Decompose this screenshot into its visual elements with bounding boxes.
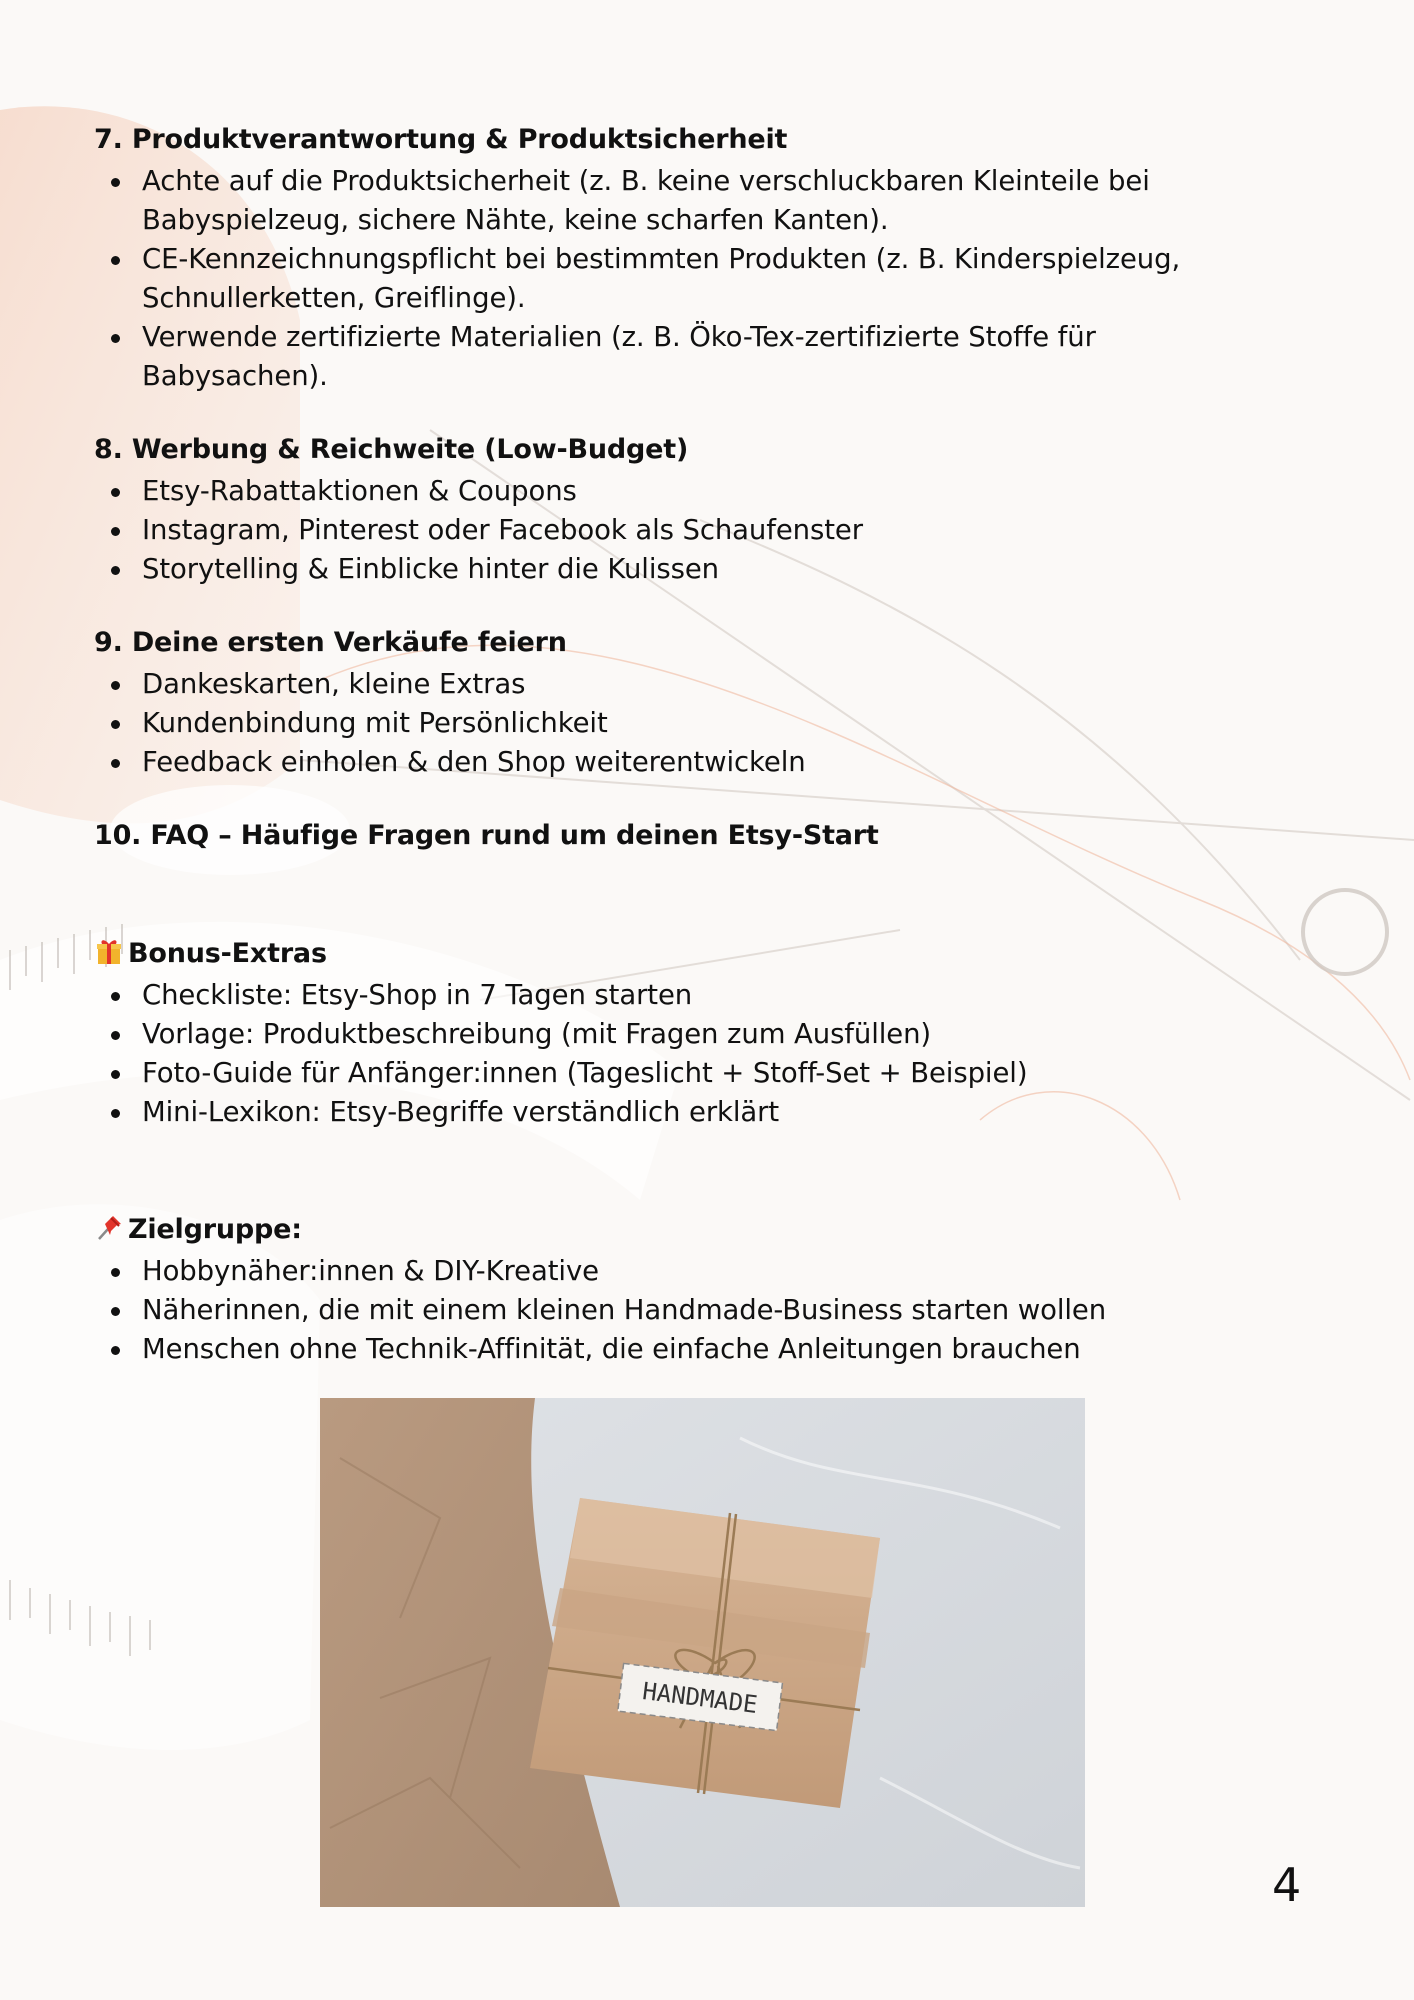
section-heading: 9. Deine ersten Verkäufe feiern (94, 627, 567, 658)
section-audience (94, 1210, 1254, 1369)
section-bonus-extras (94, 934, 1254, 1132)
bullet-list (94, 665, 1254, 782)
list-item: Vorlage: Produktbeschreibung (mit Fragen zum Ausfüllen) (94, 1015, 1254, 1054)
list-item: Achte auf die Produktsicherheit (z. B. keine verschluckbaren Kleinteile bei Babyspielzeug, sichere Nähte, keine scharfen Kanten). (94, 162, 1254, 240)
list-item: Mini-Lexikon: Etsy-Begriffe verständlich erklärt (94, 1093, 1254, 1132)
list-item: Storytelling & Einblicke hinter die Kulissen (94, 550, 1254, 589)
audience-heading (94, 1210, 1254, 1250)
page-content (94, 120, 1254, 1403)
section-faq (94, 816, 1254, 856)
gift-icon (94, 936, 124, 966)
bullet-list (94, 162, 1254, 396)
list-item: Checkliste: Etsy-Shop in 7 Tagen starten (94, 976, 1254, 1015)
bonus-title: Bonus-Extras (128, 938, 327, 969)
list-item: Kundenbindung mit Persönlichkeit (94, 704, 1254, 743)
list-item: Verwende zertifizierte Materialien (z. B. Öko-Tex-zertifizierte Stoffe für Babysachen). (94, 318, 1254, 396)
handmade-package-photo (320, 1398, 1085, 1907)
section-product-safety (94, 120, 1254, 396)
pushpin-icon (94, 1212, 124, 1242)
bullet-list (94, 1252, 1254, 1369)
package-label: HANDMADE (640, 1677, 760, 1719)
list-item: Foto-Guide für Anfänger:innen (Tageslicht + Stoff-Set + Beispiel) (94, 1054, 1254, 1093)
list-item: Hobbynäher:innen & DIY-Kreative (94, 1252, 1254, 1291)
list-item: Menschen ohne Technik-Affinität, die einfache Anleitungen brauchen (94, 1330, 1254, 1369)
bullet-list (94, 472, 1254, 589)
section-marketing (94, 430, 1254, 589)
section-heading: 10. FAQ – Häufige Fragen rund um deinen Etsy-Start (94, 820, 879, 851)
list-item: Etsy-Rabattaktionen & Coupons (94, 472, 1254, 511)
bullet-list (94, 976, 1254, 1132)
page-number: 4 (1272, 1858, 1302, 1912)
list-item: Näherinnen, die mit einem kleinen Handmade-Business starten wollen (94, 1291, 1254, 1330)
bonus-heading (94, 934, 1254, 974)
list-item: Instagram, Pinterest oder Facebook als Schaufenster (94, 511, 1254, 550)
section-heading: 8. Werbung & Reichweite (Low-Budget) (94, 434, 689, 465)
list-item: Dankeskarten, kleine Extras (94, 665, 1254, 704)
list-item: Feedback einholen & den Shop weiterentwickeln (94, 743, 1254, 782)
list-item: CE-Kennzeichnungspflicht bei bestimmten Produkten (z. B. Kinderspielzeug, Schnullerketten, Greiflinge). (94, 240, 1254, 318)
section-heading: 7. Produktverantwortung & Produktsicherheit (94, 124, 788, 155)
section-first-sales (94, 623, 1254, 782)
audience-title: Zielgruppe: (128, 1214, 302, 1245)
